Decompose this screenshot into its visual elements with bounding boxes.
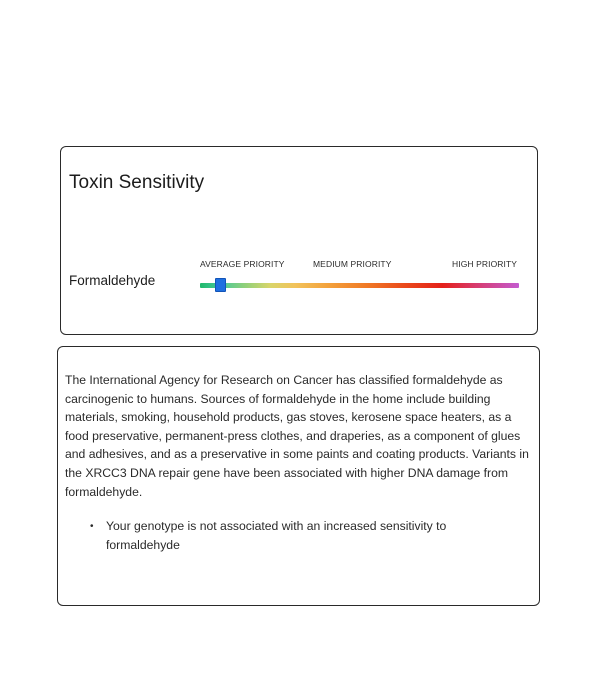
toxin-details-card (57, 346, 540, 606)
average-priority-label: AVERAGE PRIORITY (200, 259, 285, 269)
toxin-name: Formaldehyde (69, 273, 156, 288)
findings-list (90, 517, 510, 555)
toxin-sensitivity-card (60, 146, 538, 335)
bullet-icon: • (90, 521, 94, 532)
finding-text: Your genotype is not associated with an increased sensitivity to formaldehyde (106, 519, 447, 552)
high-priority-label: HIGH PRIORITY (452, 259, 518, 269)
priority-gradient-bar (200, 283, 519, 288)
section-title: Toxin Sensitivity (69, 172, 205, 193)
list-item (90, 517, 510, 555)
toxin-description: The International Agency for Research on Cancer has classified formaldehyde as carcinogenic to humans. Sources of formaldehyde in the home include building materials, smoking, household products, gas stoves, kerosene space heaters, as a food preservative, permanent-press clothes, and draperies, as a component of glues and adhesives, and as a preservative in some paints and coating products. Variants in the XRCC3 DNA repair gene have been associated with higher DNA damage from formaldehyde. (65, 373, 529, 499)
medium-priority-label: MEDIUM PRIORITY (313, 259, 392, 269)
priority-level-indicator (215, 278, 226, 292)
